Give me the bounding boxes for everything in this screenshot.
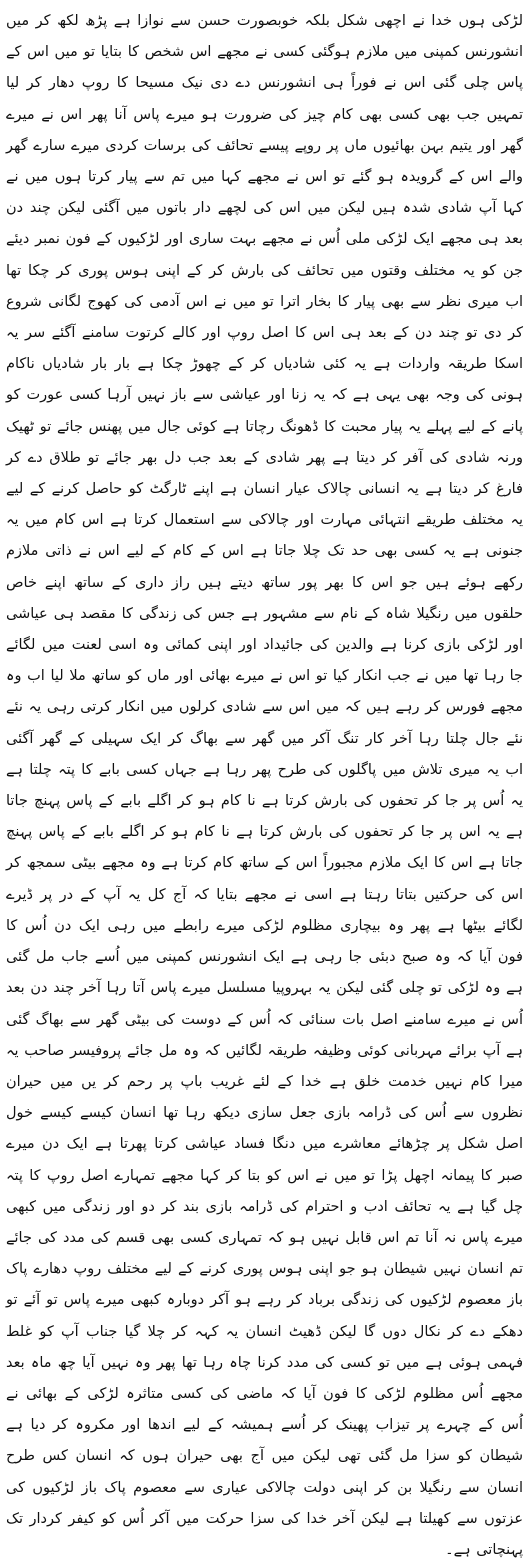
- article-body-text: لڑکی ہوں خدا نے اچھی شکل بلکہ خوبصورت حسن سے نوازا ہے پڑھ لکھ کر میں انشورنس کمپنی میں ملازم ہوگئی کسی نے مجھے اس شخص کا بتایا تو میں اس کے پاس چلی گئی اس نے فوراً ہی انشورنس دے دی نیک مسیحا کا روپ دھار کر لیا تمہیں جب بھی کسی بھی کام چیز کی ضرورت ہو میرے پاس آنا پھر اس نے میرے گھر اور یتیم بہن بھائیوں ماں پر روپے پیسے تحائف کی برسات کردی میرے سارے گھر والے اس کے گرویدہ ہو گئے تو اس نے مجھے کہا میں تم سے پیار کرتا ہوں میں نے کہا آپ شادی شدہ ہیں لیکن میں اس کی لچھے دار باتوں میں آگئی لیکن چند دن بعد ہی مجھے ایک لڑکی ملی اُس نے مجھے بہت ساری اور لڑکیوں کے فون نمبر دیئے جن کو یہ مختلف وقتوں میں تحائف کی بارش کر کے اپنی ہوس پوری کر چکا تھا اب میری نظر سے بھی پیار کا بخار اترا تو میں نے اس آدمی کی کھوج لگانی شروع کر دی تو چند دن کے بعد ہی اس کا اصل روپ اور کالے کرتوت سامنے آگئے سر یہ اسکا طریقہ واردات ہے یہ کئی شادیاں کر کے چھوڑ چکا ہے بار بار شادیاں ناکام ہونی کی وجہ بھی یہی ہے کہ یہ زنا اور عیاشی سے باز نہیں آرہا کسی عورت کو پانے کے لیے پہلے یہ پیار محبت کا ڈھونگ رچاتا ہے کوئی جال میں پھنس جائے تو ٹھیک ورنہ شادی کی آفر کر دیتا ہے پھر شادی کے بعد جب دل بھر جائے تو طلاق دے کر فارغ کر دیتا ہے یہ انسانی چالاک عیار انسان ہے اپنے ٹارگٹ کو حاصل کرنے کے لیے یہ مختلف طریقے انتہائی مہارت اور چالاکی سے استعمال کرتا ہے اس کام میں یہ جنونی ہے یہ کسی بھی حد تک چلا جاتا ہے اس کے کام کے لیے اس نے ذاتی ملازم رکھے ہوئے ہیں جو اس کا بھر پور ساتھ دیتے ہیں راز داری کے ساتھ اپنے خاص حلقوں میں رنگیلا شاہ کے نام سے مشہور ہے جس کی زندگی کا مقصد ہی عیاشی اور لڑکی بازی کرنا ہے والدین کی جائیداد اور اپنی کمائی وہ اسی لعنت میں لگائے جا رہا تھا میں نے جب انکار کیا تو اس نے میرے بھائی اور ماں کو ساتھ ملا لیا اب وہ مجھے فورس کر رہے ہیں کہ میں اس سے شادی کرلوں میں انکار کرتی رہی یہ نئے نئے جال چلتا رہا آخر کار تنگ آکر میں گھر سے بھاگ کر ایک سہیلی کے گھر آگئی اب یہ میری تلاش میں پاگلوں کی طرح پھر رہا ہے جہاں کسی بابے کا پتہ چلتا ہے یہ اُس پر جا کر تحفوں کی بارش کرتا ہے نا کام ہو کر اگلے بابے کے پاس پہنچ جاتا ہے یہ اس پر جا کر تحفوں کی بارش کرتا ہے نا کام ہو کر اگلے بابے کے پاس پہنچ جاتا ہے اس کا ایک ملازم مجبوراً اس کے ساتھ کام کرتا ہے وہ مجھے بیٹی سمجھ کر اس کی حرکتیں بتاتا رہتا ہے اسی نے مجھے بتایا کہ آج کل یہ آپ کے در پر ڈیرے لگائے بیٹھا ہے پھر وہ بیچاری مظلوم لڑکی میرے رابطے میں رہی ایک دن اُس کا فون آیا کہ وہ صبح دبئی جا رہی ہے ایک انشورنس کمپنی میں اُسے جاب مل گئی ہے وہ لڑکی تو چلی گئی لیکن یہ بہروپیا مسلسل میرے پاس آتا رہا آخر چند دن بعد اُس نے میرے سامنے اصل بات سنائی کہ اُس کے دوست کی بیٹی گھر سے بھاگ گئی ہے آپ برائے مہربانی کوئی وظیفہ طریقہ لگائیں کہ وہ مل جائے پروفیسر صاحب یہ میرا کام نہیں خدمت خلق ہے خدا کے لئے غریب باپ پر رحم کر یں میں حیران نظروں سے اُس کی ڈرامہ بازی جعل سازی دیکھ رہا تھا انسان کیسے کیسے خول اصل شکل پر چڑھائے معاشرے میں دنگا فساد عیاشی کرتا پھرتا ہے ایک دن میرے صبر کا پیمانہ اچھل پڑا تو میں نے اس کو بتا کر کہا مجھے تمہارے اصل روپ کا پتہ چل گیا ہے یہ تحائف ادب و احترام کی ڈرامہ بازی بند کر دو اور زندگی میں کبھی میرے پاس نہ آنا تم اس قابل نہیں ہو کہ تمہاری کسی بھی قسم کی مدد کی جائے تم انسان نہیں شیطان ہو جو اپنی ہوس پوری کرنے کے لیے مختلف روپ دھارے پاک باز معصوم لڑکیوں کی زندگی برباد کر رہے ہو آکر دوبارہ کبھی میرے پاس تو آئے تو دھکے دے کر نکال دوں گا لیکن ڈھیٹ انسان یہ کہہ کر چلا گیا جناب آپ کو غلط فہمی ہوئی ہے میں تو کسی کی مدد کرنا چاہ رہا تھا پھر وہ نہیں آیا چھ ماہ بعد مجھے اُس مظلوم لڑکی کا فون آیا کہ ماضی کی کسی متاثرہ لڑکی کے بھائی نے اُس کے چہرے پر تیزاب پھینک کر اُسے ہمیشہ کے لیے اندھا اور مکروہ کر دیا ہے شیطان کو سزا مل گئی تھی لیکن میں آج بھی حیران ہوں کہ انسان کس طرح انسان سے رنگیلا بن کر اپنی دولت چالاکی عیاری سے معصوم پاک باز لڑکیوں کی عزتوں سے کھیلتا ہے لیکن آخر خدا کی سزا حرکت میں آکر اُس کو کیفر کردار تک پہنچاتی ہے۔: [6, 13, 523, 1558]
